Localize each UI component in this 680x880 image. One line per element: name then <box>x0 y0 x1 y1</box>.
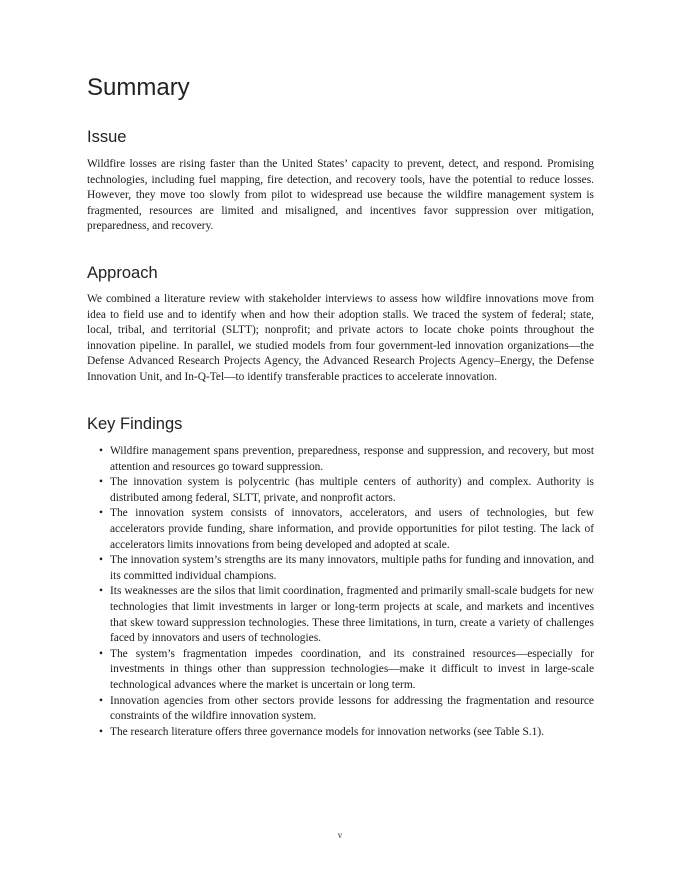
issue-paragraph: Wildfire losses are rising faster than the United States’ capacity to prevent, detect, and respond. Promising technologies, including fuel mapping, fire detection, and recovery tools, have the potential to reduce losses. However, they move too slowly from pilot to widespread use because the wildfire management system is fragmented, resources are limited and misaligned, and incentives favor suppression over mitigation, preparedness, and recovery. <box>87 158 594 233</box>
key-findings-heading: Key Findings <box>87 415 183 433</box>
list-item: • Its weaknesses are the silos that limit coordination, fragmented and primarily small-scale budgets for new technologies that limit investments in larger or long-term projects at scale, and markets and incentives that skew toward suppression technologies. These three limitations, in turn, create a variety of challenges faced by innovators and users of technologies. <box>87 584 594 646</box>
approach-heading: Approach <box>87 264 158 282</box>
approach-paragraph: We combined a literature review with stakeholder interviews to assess how wildfire innovations move from idea to field use and to identify when and how their adoption stalls. We traced the system of federal; state, local, tribal, and territorial (SLTT); nonprofit; and private actors to locate choke points throughout the innovation pipeline. In parallel, we studied models from four government-led innovation organizations—the Defense Advanced Research Projects Agency, the Advanced Research Projects Agency–Energy, the Defense Innovation Unit, and In-Q-Tel—to identify transferable practices to accelerate innovation. <box>87 293 594 383</box>
list-item: • The innovation system consists of innovators, accelerators, and users of technologies, but few accelerators provide funding, share information, and provide opportunities for pilot testing. The lack of accelerators limits innovations from being developed and adopted at scale. <box>87 506 594 553</box>
issue-heading: Issue <box>87 128 127 146</box>
list-item: • The research literature offers three governance models for innovation networks (see Table S.1). <box>87 725 594 741</box>
list-item: • Wildfire management spans prevention, preparedness, response and suppression, and recovery, but most attention and resources go toward suppression. <box>87 444 594 475</box>
key-findings-list <box>87 444 594 740</box>
list-item: • The system’s fragmentation impedes coordination, and its constrained resources—especially for investments in things other than suppression technologies—make it difficult to invest in large-scale technological advances where the market is uncertain or long term. <box>87 647 594 694</box>
list-item: • Innovation agencies from other sectors provide lessons for addressing the fragmentation and resource constraints of the wildfire innovation system. <box>87 694 594 725</box>
list-item: • The innovation system is polycentric (has multiple centers of authority) and complex. Authority is distributed among federal, SLTT, private, and nonprofit actors. <box>87 475 594 506</box>
page-number: v <box>337 830 343 840</box>
list-item: • The innovation system’s strengths are its many innovators, multiple paths for funding and innovation, and its committed individual champions. <box>87 553 594 584</box>
page-title: Summary <box>87 74 190 101</box>
